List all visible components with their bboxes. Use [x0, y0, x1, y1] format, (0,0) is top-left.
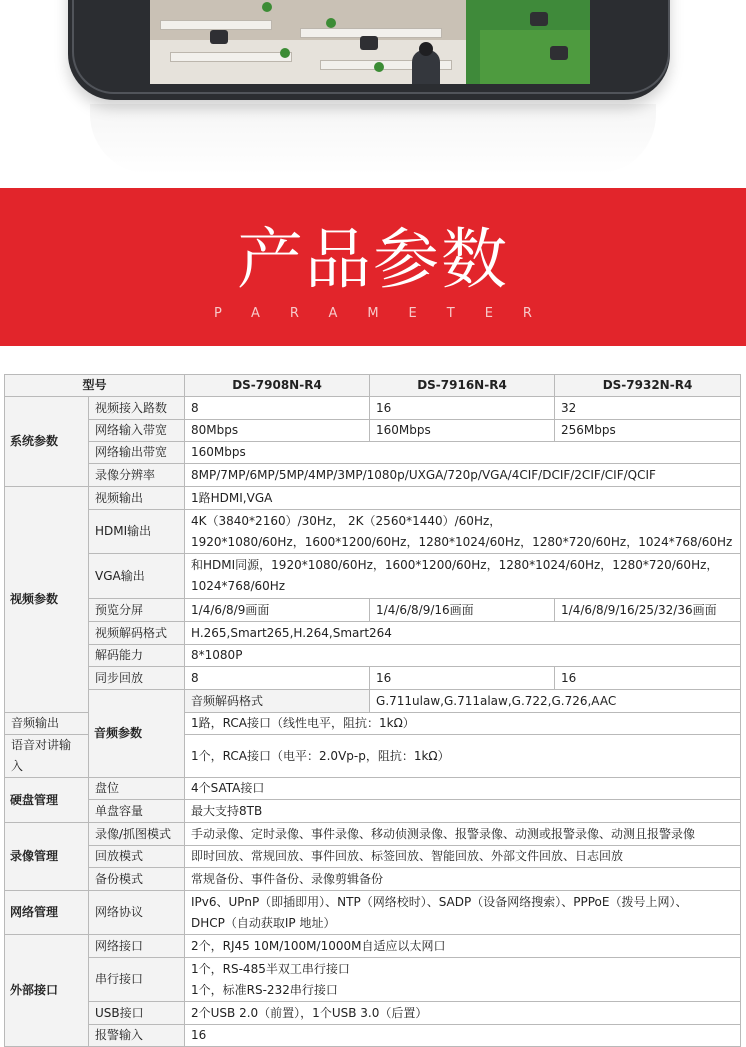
row-label: 视频解码格式 [89, 622, 185, 645]
banner-title: 产品参数 [237, 221, 509, 298]
row-label: 网络输入带宽 [89, 420, 185, 442]
spec-table [4, 374, 741, 1047]
table-row [5, 420, 741, 442]
cell-value: 2个USB 2.0（前置），1个USB 3.0（后置） [185, 1002, 741, 1025]
row-label: 网络协议 [89, 891, 185, 935]
cell-value [185, 958, 741, 1002]
table-row [5, 868, 741, 891]
cell-value: 8 [185, 667, 370, 690]
row-label: 网络接口 [89, 935, 185, 958]
cell-value: H.265,Smart265,H.264,Smart264 [185, 622, 741, 645]
table-row [5, 645, 741, 667]
cell-value: 160Mbps [185, 442, 741, 464]
cell-value: 16 [370, 397, 555, 420]
header-model: 型号 [5, 375, 185, 397]
cell-value: 16 [185, 1025, 741, 1047]
phone-screen-photo [150, 0, 590, 84]
cell-value: 16 [555, 667, 741, 690]
cell-value: 4个SATA接口 [185, 778, 741, 800]
row-label: 录像/抓图模式 [89, 823, 185, 846]
row-label: 录像分辨率 [89, 464, 185, 487]
table-row [5, 800, 741, 823]
table-row [5, 778, 741, 800]
table-row [5, 891, 741, 935]
cell-value: 即时回放、常规回放、事件回放、标签回放、智能回放、外部文件回放、日志回放 [185, 846, 741, 868]
row-label: 回放模式 [89, 846, 185, 868]
category-disk: 硬盘管理 [5, 778, 89, 823]
table-row [5, 554, 741, 599]
cell-line: 1024*768/60Hz [191, 579, 286, 593]
row-label: 备份模式 [89, 868, 185, 891]
row-label: 解码能力 [89, 645, 185, 667]
cell-value: 1/4/6/8/9/16/25/32/36画面 [555, 599, 741, 622]
table-row [5, 1002, 741, 1025]
row-label: 语音对讲输入 [5, 735, 89, 778]
section-banner [0, 188, 746, 346]
table-row [5, 397, 741, 420]
cell-value: 手动录像、定时录像、事件录像、移动侦测录像、报警录像、动测或报警录像、动测且报警录像 [185, 823, 741, 846]
cell-value: 8MP/7MP/6MP/5MP/4MP/3MP/1080p/UXGA/720p/VGA/4CIF/DCIF/2CIF/CIF/QCIF [185, 464, 741, 487]
table-row [5, 487, 741, 510]
table-row [5, 823, 741, 846]
table-row [5, 510, 741, 554]
category-audio: 音频参数 [89, 690, 185, 778]
category-ports: 外部接口 [5, 935, 89, 1047]
cell-line: IPv6、UPnP（即插即用）、NTP（网络校时）、SADP（设备网络搜索）、PPPoE（拨号上网）、 [191, 894, 688, 909]
table-row [5, 935, 741, 958]
cell-value: 1路HDMI,VGA [185, 487, 741, 510]
cell-value: 1/4/6/8/9画面 [185, 599, 370, 622]
cell-value: G.711ulaw,G.711alaw,G.722,G.726,AAC [370, 690, 741, 713]
cell-value: 256Mbps [555, 420, 741, 442]
header-ds-7908n-r4: DS-7908N-R4 [185, 375, 370, 397]
row-label: 盘位 [89, 778, 185, 800]
table-row [5, 667, 741, 690]
cell-value: 80Mbps [185, 420, 370, 442]
table-row [5, 1025, 741, 1047]
row-label: 报警输入 [89, 1025, 185, 1047]
row-label: 单盘容量 [89, 800, 185, 823]
cell-value: 1个，RCA接口（电平：2.0Vp-p，阻抗：1kΩ） [185, 735, 741, 778]
cell-line: 1个，RS-485半双工串行接口 [191, 961, 350, 976]
cell-value: 8 [185, 397, 370, 420]
cell-line: 和HDMI同源，1920*1080/60Hz，1600*1200/60Hz，1280*1024/60Hz，1280*720/60Hz， [191, 558, 719, 572]
cell-line: 4K（3840*2160）/30Hz， 2K（2560*1440）/60Hz， [191, 513, 502, 528]
phone-reflection [90, 104, 656, 174]
row-label: HDMI输出 [89, 510, 185, 554]
row-label: 视频输出 [89, 487, 185, 510]
table-header-row [5, 375, 741, 397]
table-row [5, 958, 741, 1002]
row-label: 同步回放 [89, 667, 185, 690]
category-system: 系统参数 [5, 397, 89, 487]
cell-value: 1/4/6/8/9/16画面 [370, 599, 555, 622]
table-row [5, 622, 741, 645]
cell-value: 160Mbps [370, 420, 555, 442]
category-video: 视频参数 [5, 487, 89, 713]
row-label: 串行接口 [89, 958, 185, 1002]
table-row [5, 442, 741, 464]
cell-value: 1路，RCA接口（线性电平，阻抗：1kΩ） [185, 713, 741, 735]
cell-value: 常规备份、事件备份、录像剪辑备份 [185, 868, 741, 891]
cell-line: 1920*1080/60Hz，1600*1200/60Hz，1280*1024/60Hz，1280*720/60Hz，1024*768/60Hz [191, 534, 733, 549]
banner-subtitle: PARAMETER [214, 306, 562, 321]
row-label: 视频接入路数 [89, 397, 185, 420]
row-label: VGA输出 [89, 554, 185, 599]
cell-value: 16 [370, 667, 555, 690]
cell-line: 1个，标准RS-232串行接口 [191, 982, 338, 997]
row-label: 预览分屏 [89, 599, 185, 622]
category-network: 网络管理 [5, 891, 89, 935]
row-label: USB接口 [89, 1002, 185, 1025]
category-record: 录像管理 [5, 823, 89, 891]
row-label: 音频输出 [5, 713, 89, 735]
hero-phone-image [0, 0, 746, 188]
cell-line: DHCP（自动获取IP 地址） [191, 915, 336, 930]
table-row [5, 464, 741, 487]
cell-value: 32 [555, 397, 741, 420]
table-row [5, 690, 741, 713]
row-label: 音频解码格式 [185, 690, 370, 713]
table-row [5, 599, 741, 622]
cell-value [185, 891, 741, 935]
cell-value: 8*1080P [185, 645, 741, 667]
header-ds-7932n-r4: DS-7932N-R4 [555, 375, 741, 397]
cell-value: 2个，RJ45 10M/100M/1000M自适应以太网口 [185, 935, 741, 958]
cell-value [185, 510, 741, 554]
header-ds-7916n-r4: DS-7916N-R4 [370, 375, 555, 397]
cell-value [185, 554, 741, 599]
cell-value: 最大支持8TB [185, 800, 741, 823]
table-row [5, 846, 741, 868]
row-label: 网络输出带宽 [89, 442, 185, 464]
